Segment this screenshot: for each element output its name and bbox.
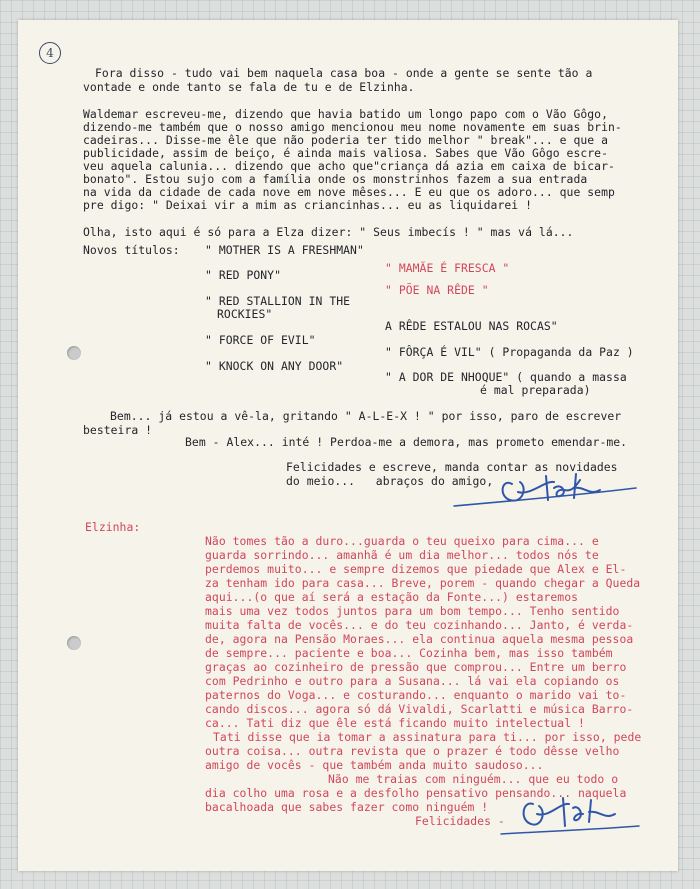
postscript-line: Não tomes tão a duro...guarda o teu queixo para cima... e [205, 534, 599, 548]
punch-hole [67, 346, 81, 360]
letter-line: do meio... abraços do amigo, [286, 474, 494, 488]
title-original: ROCKIES" [217, 307, 273, 321]
letter-line: dizendo-me também que o nosso amigo mencionou meu nome novamente em suas brin- [83, 120, 622, 134]
postscript-line: bacalhoada que sabes fazer como ninguém ! [205, 800, 489, 814]
title-translation: " A DOR DE NHOQUE" ( quando a massa [385, 370, 627, 384]
postscript-line: paternos do Voga... e costurando... enquanto o marido vai to- [205, 688, 627, 702]
postscript-line: guarda sorrindo... amanhã é um dia melhor... todos nós te [205, 548, 599, 562]
title-translation: A RÊDE ESTALOU NAS ROCAS" [385, 319, 558, 333]
signature-icon [450, 466, 640, 516]
page-number: 4 [39, 42, 61, 64]
letter-line: Bem... já estou a vê-la, gritando " A-L-E-X ! " por isso, paro de escrever [110, 409, 622, 423]
punch-hole [67, 636, 81, 650]
letter-line: pre digo: " Deixai vir a mim as criancinhas... eu as liquidarei ! [83, 198, 533, 212]
postscript-line: ca... Tati diz que êle está ficando muito intelectual ! [205, 716, 585, 730]
postscript-line: aqui...(o que aí será a estação da Fonte...) estaremos [205, 590, 579, 604]
letter-line: Olha, isto aqui é só para a Elza dizer: " Seus imbecís ! " mas vá lá... [83, 225, 574, 239]
postscript-line: Não me traias com ninguém... que eu todo o [328, 772, 619, 786]
title-original: " RED STALLION IN THE [205, 294, 351, 308]
postscript-line: de sempre... paciente e boa... Cozinha bem, mas isso também [205, 646, 613, 660]
titles-label: Novos títulos: [83, 243, 180, 257]
letter-line: Fora disso - tudo vai bem naquela casa boa - onde a gente se sente tão a [95, 66, 593, 80]
title-translation: " PÕE NA RÊDE " [385, 283, 489, 297]
letter-line: publicidade, assim de beiço, é ainda mais valiosa. Sabes que Vão Gôgo escre- [83, 146, 608, 160]
title-original: " KNOCK ON ANY DOOR" [205, 359, 344, 373]
title-translation: " MAMÃE É FRESCA " [385, 261, 510, 275]
letter-line: vontade e onde tanto se fala de tu e de Elzinha. [83, 80, 415, 94]
postscript-line: dia colho uma rosa e a desfolho pensativo pensando... naquela [205, 786, 627, 800]
postscript-line: cando discos... agora só dá Vivaldi, Scarlatti e música Barro- [205, 702, 634, 716]
title-translation: " FÔRÇA É VIL" ( Propaganda da Paz ) [385, 345, 634, 359]
signature-icon [495, 792, 645, 844]
letter-line: cadeiras... Disse-me êle que não poderia ter tido melhor " break"... e que a [83, 133, 608, 147]
letter-line: Waldemar escreveu-me, dizendo que havia batido um longo papo com o Vão Gôgo, [83, 107, 608, 121]
title-original: " MOTHER IS A FRESHMAN" [205, 243, 364, 257]
postscript-line: com Pedrinho e outro para a Susana... lá vai ela copiando os [205, 674, 620, 688]
letter-line: bonato". Estou sujo com a família onde os monstrinhos fazem a sua entrada [83, 172, 588, 186]
postscript-line: mais uma vez todos juntos para um bom tempo... Tenho sentido [205, 604, 620, 618]
postscript-line: outra coisa... outra revista que o prazer é todo dêsse velho [205, 744, 620, 758]
title-original: " RED PONY" [205, 268, 281, 282]
postscript-line: amigo de vocês - que também anda muito saudoso... [205, 758, 544, 772]
letter-line: Felicidades e escreve, manda contar as novidades [286, 460, 618, 474]
postscript-salutation: Elzinha: [85, 520, 141, 534]
postscript-line: Tati disse que ia tomar a assinatura para ti... por isso, pede [213, 730, 642, 744]
letter-line: veu aquela calunia... dizendo que acho que"criança dá azia em caixa de bicar- [83, 159, 615, 173]
title-original: " FORCE OF EVIL" [205, 333, 316, 347]
letter-line: besteira ! [83, 423, 153, 437]
postscript-line: de, agora na Pensão Moraes... ela continua aquela mesma pessoa [205, 632, 634, 646]
postscript-line: Felicidades - [415, 814, 505, 828]
postscript-line: za tenham ido para casa... Breve, porem - quando chegar a Queda [205, 576, 641, 590]
postscript-line: perdemos muito... e sempre dizemos que piedade que Alex e El- [205, 562, 627, 576]
letter-line: Bem - Alex... inté ! Perdoa-me a demora, mas prometo emendar-me. [185, 435, 628, 449]
postscript-line: graças ao cozinheiro de pressão que comprou... Entre um berro [205, 660, 627, 674]
title-translation: é mal preparada) [480, 383, 591, 397]
letter-line: na vida da cidade de cada nove em nove mêses... E eu que os adoro... que semp [83, 185, 615, 199]
postscript-line: muita falta de vocês... e do teu cozinhando... Janto, é verda- [205, 618, 634, 632]
